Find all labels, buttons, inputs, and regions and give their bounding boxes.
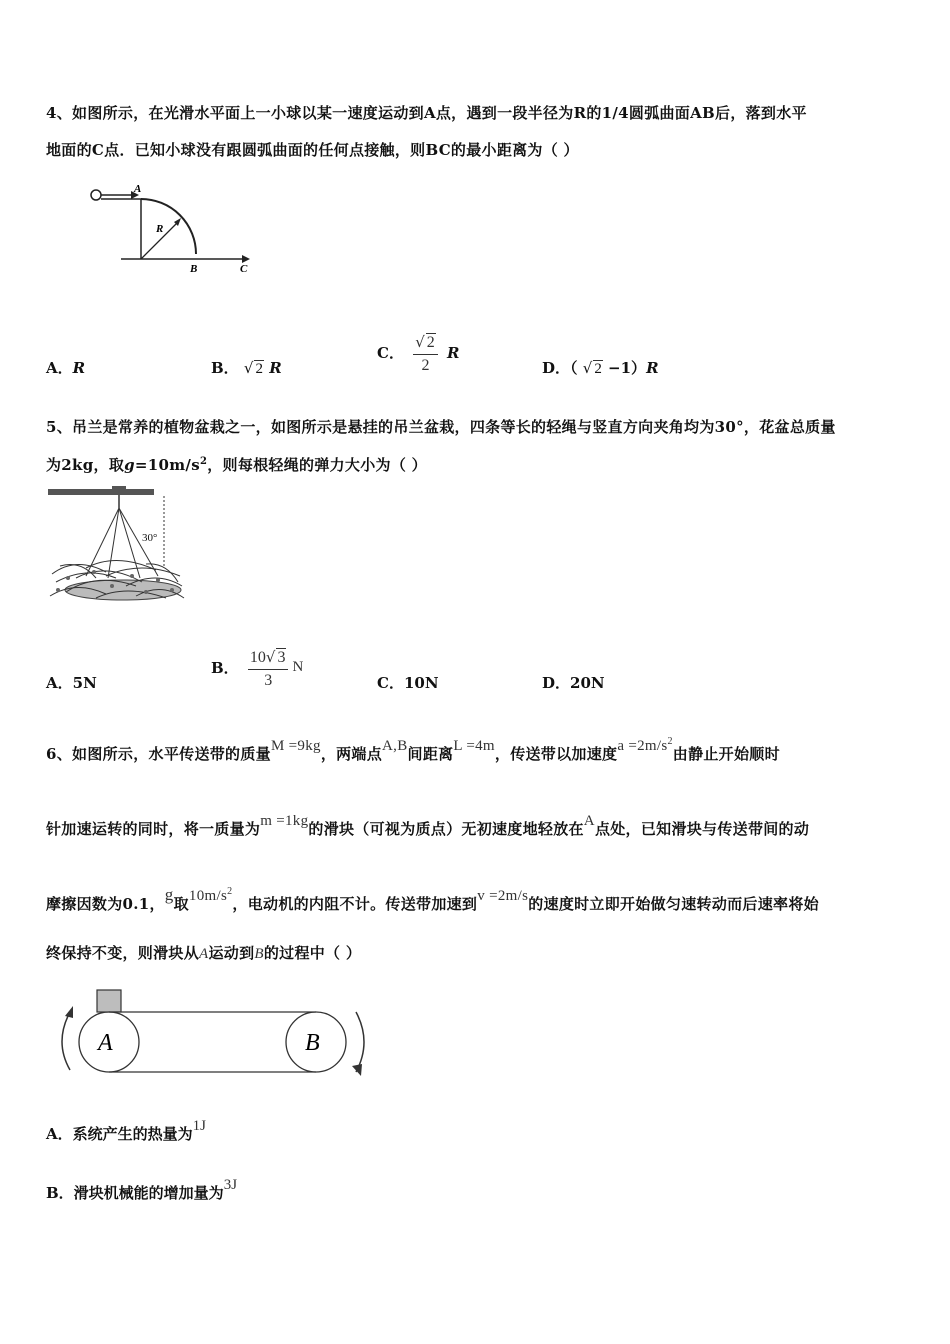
q4-label-b: B xyxy=(190,263,198,275)
q5-line2-g: g xyxy=(124,456,135,474)
q6-l1-mass-M: M =9kg xyxy=(270,738,321,754)
q4-option-a[interactable] xyxy=(46,357,85,378)
q4-option-d-radicand: 2 xyxy=(594,361,602,377)
q6-l2-c: 点处，已知滑块与传送带间的动 xyxy=(594,820,810,838)
q5-option-b-num: 10 xyxy=(249,649,266,666)
q6-l1-e: 由静止开始顺时 xyxy=(672,745,780,763)
q5-stem-line1: 5、吊兰是常养的植物盆栽之一，如图所示是悬挂的吊兰盆栽，四条等长的轻绳与竖直方向夹角均为30°，花盆总质量 xyxy=(46,418,836,436)
q6-pulley-a-label: A xyxy=(98,1030,113,1056)
q6-stem-line4 xyxy=(46,942,361,963)
q6-l4-point-B: B xyxy=(254,946,264,962)
q4-label-c: C xyxy=(240,263,248,275)
q4-option-b[interactable] xyxy=(211,357,282,378)
q5-line2-val: =10m/s xyxy=(134,456,200,474)
q6-stem-line3 xyxy=(46,885,819,914)
q5-line2-pre: 为2kg，取 xyxy=(46,456,125,474)
q5-option-b-unit: N xyxy=(292,659,304,675)
q4-option-a-text: R xyxy=(72,359,86,377)
q6-l3-speed: v =2m/s xyxy=(477,888,529,904)
q4-option-d[interactable] xyxy=(542,357,659,378)
q5-option-b-radicand: 3 xyxy=(277,649,286,666)
q6-option-a-value: 1J xyxy=(192,1118,206,1134)
q5-option-b[interactable] xyxy=(211,648,303,690)
q6-l4-b: 运动到 xyxy=(208,944,255,962)
q4-option-c-fraction xyxy=(413,333,438,375)
q4-option-b-text: R xyxy=(269,359,282,377)
q6-l1-accel-exp: 2 xyxy=(667,736,673,747)
q6-option-a[interactable] xyxy=(46,1118,206,1144)
q6-l1-d: ，传送带以加速度 xyxy=(494,745,618,763)
sqrt-icon: √ xyxy=(582,359,593,377)
q6-stem-line1 xyxy=(46,736,780,764)
q4-option-c[interactable] xyxy=(377,333,459,375)
q6-l3-d: 的速度时立即开始做匀速转动而后速率将始 xyxy=(528,895,819,913)
q5-option-a[interactable]: A．5N xyxy=(46,674,97,692)
q4-option-c-label: C． xyxy=(377,344,404,362)
q6-l2-b: 的滑块（可视为质点）无初速度地轻放在 xyxy=(308,820,584,838)
q6-figure-conveyor-belt xyxy=(56,986,376,1076)
q4-stem-line1: 4、如图所示，在光滑水平面上一小球以某一速度运动到A点，遇到一段半径为R的1/4圆弧曲面AB后，落到水平 xyxy=(46,104,807,122)
q4-option-d-label: D．（ xyxy=(542,359,578,377)
q6-l3-gval-num: 10m/s xyxy=(188,888,228,904)
q4-option-c-numerator: 2 xyxy=(426,334,435,351)
q5-option-b-fraction xyxy=(248,648,289,690)
q5-option-d[interactable]: D．20N xyxy=(542,674,605,692)
q6-option-b-text: B．滑块机械能的增加量为 xyxy=(46,1184,224,1202)
q4-option-b-label: B． xyxy=(211,359,239,377)
q5-figure-hanging-plant xyxy=(46,486,186,610)
q6-option-b-value: 3J xyxy=(223,1177,238,1193)
q6-l3-a: 摩擦因数为0.1， xyxy=(46,895,165,913)
q6-l4-point-A: A xyxy=(199,946,209,962)
q5-stem-line2 xyxy=(46,454,427,475)
q6-l1-points-AB: A,B xyxy=(382,738,408,754)
q6-l2-a: 针加速运转的同时，将一质量为 xyxy=(46,820,261,838)
q4-label-a: A xyxy=(134,183,142,195)
q6-l3-g: g xyxy=(164,885,174,904)
q6-l1-accel xyxy=(617,738,672,754)
q6-l2-mass-m: m =1kg xyxy=(260,813,309,829)
q4-option-d-tail: −1） xyxy=(608,359,647,377)
sqrt-icon: √ xyxy=(415,333,425,351)
q5-option-b-denominator: 3 xyxy=(264,672,273,689)
q4-stem-line2: 地面的C点．已知小球没有跟圆弧曲面的任何点接触，则BC的最小距离为（ ） xyxy=(46,141,579,159)
q6-l1-a: 6、如图所示，水平传送带的质量 xyxy=(46,745,271,763)
q6-l1-c: 间距离 xyxy=(407,745,454,763)
q6-l4-c: 的过程中（ ） xyxy=(263,944,362,962)
q6-l3-gval xyxy=(189,888,233,904)
q4-option-a-label: A． xyxy=(46,359,73,377)
q6-l2-point-A: A xyxy=(583,813,595,829)
q4-option-c-denominator: 2 xyxy=(421,357,430,374)
q5-angle-label: 30° xyxy=(142,532,158,544)
q6-l3-c: ，电动机的内阻不计。传送带加速到 xyxy=(232,895,478,913)
q6-l3-gval-exp: 2 xyxy=(227,886,233,897)
q6-l1-length-L: L =4m xyxy=(453,738,495,754)
q4-label-r: R xyxy=(156,223,164,235)
q5-line2-exp: 2 xyxy=(199,456,208,467)
q6-l1-accel-val: a =2m/s xyxy=(617,738,668,754)
q6-stem-line2 xyxy=(46,813,810,839)
q6-l4-a: 终保持不变，则滑块从 xyxy=(46,944,200,962)
q6-option-b[interactable] xyxy=(46,1177,238,1203)
q6-pulley-b-label: B xyxy=(305,1030,320,1056)
q5-option-b-label: B． xyxy=(211,659,239,677)
sqrt-icon: √ xyxy=(265,648,276,666)
q4-figure-arc-diagram xyxy=(86,180,256,280)
q4-option-b-radicand: 2 xyxy=(255,361,263,377)
q6-l3-b: 取 xyxy=(173,895,189,913)
q6-option-a-text: A．系统产生的热量为 xyxy=(46,1125,193,1143)
q4-option-d-text: R xyxy=(646,359,659,377)
q5-line2-post: ，则每根轻绳的弹力大小为（ ） xyxy=(207,456,427,474)
q4-option-c-text: R xyxy=(446,344,460,362)
sqrt-icon: √ xyxy=(243,359,254,377)
q6-l1-b: ，两端点 xyxy=(320,745,383,763)
q5-option-c[interactable]: C．10N xyxy=(377,674,439,692)
